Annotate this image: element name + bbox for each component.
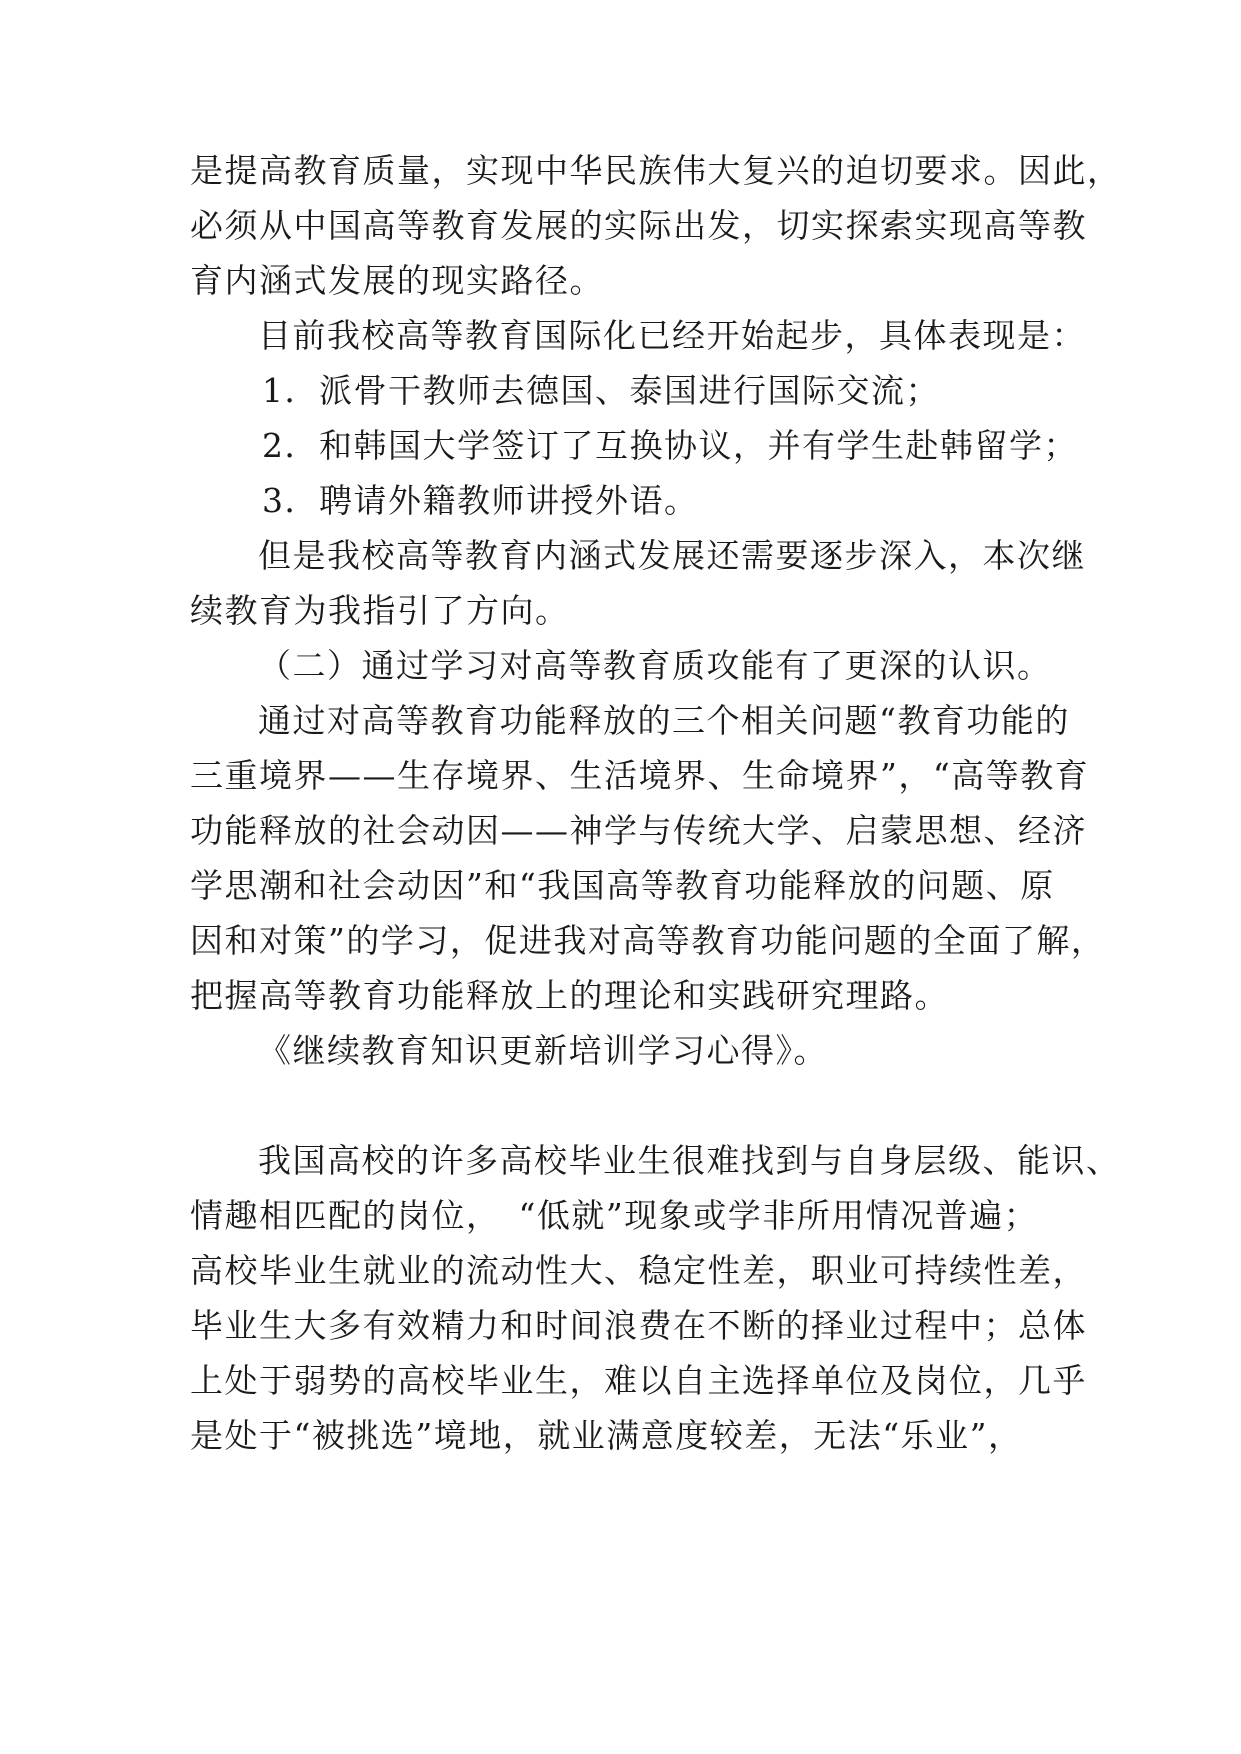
- text-line-19: 情趣相匹配的岗位， “低就”现象或学非所用情况普遍；: [190, 1196, 1039, 1235]
- text-line-13: 功能释放的社会动因——神学与传统大学、启蒙思想、经济: [190, 811, 1087, 850]
- text-line-21: 毕业生大多有效精力和时间浪费在不断的择业过程中；总体: [190, 1306, 1087, 1345]
- text-line-4: 目前我校高等教育国际化已经开始起步，具体表现是：: [258, 316, 1086, 355]
- text-line-22: 上处于弱势的高校毕业生，难以自主选择单位及岗位，几乎: [190, 1361, 1087, 1400]
- text-line-8: 但是我校高等教育内涵式发展还需要逐步深入，本次继: [258, 536, 1086, 575]
- text-line-9: 续教育为我指引了方向。: [190, 591, 570, 630]
- text-line-17: 《继续教育知识更新培训学习心得》。: [258, 1031, 828, 1070]
- text-line-11: 通过对高等教育功能释放的三个相关问题“教育功能的: [258, 701, 1070, 740]
- text-line-12: 三重境界——生存境界、生活境界、生命境界”，“高等教育: [190, 756, 1090, 795]
- text-line-20: 高校毕业生就业的流动性大、稳定性差，职业可持续性差，: [190, 1251, 1087, 1290]
- list-item-3: 3．聘请外籍教师讲授外语。: [262, 481, 699, 520]
- text-line-18: 我国高校的许多高校毕业生很难找到与自身层级、能识、: [258, 1141, 1121, 1180]
- text-line-1: 是提高教育质量，实现中华民族伟大复兴的迫切要求。因此，: [190, 151, 1122, 190]
- text-line-14: 学思潮和社会动因”和“我国高等教育功能释放的问题、原: [190, 866, 1055, 905]
- list-item-2: 2．和韩国大学签订了互换协议，并有学生赴韩留学；: [262, 426, 1078, 465]
- text-line-3: 育内涵式发展的现实路径。: [190, 261, 604, 300]
- text-line-23: 是处于“被挑选”境地，就业满意度较差，无法“乐业”，: [190, 1416, 1023, 1455]
- text-line-2: 必须从中国高等教育发展的实际出发，切实探索实现高等教: [190, 206, 1087, 245]
- text-line-16: 把握高等教育功能释放上的理论和实践研究理路。: [190, 976, 949, 1015]
- text-line-15: 因和对策”的学习，促进我对高等教育功能问题的全面了解，: [190, 921, 1106, 960]
- list-item-1: 1．派骨干教师去德国、泰国进行国际交流；: [262, 371, 940, 410]
- section-heading: （二）通过学习对高等教育质攻能有了更深的认识。: [258, 646, 1052, 685]
